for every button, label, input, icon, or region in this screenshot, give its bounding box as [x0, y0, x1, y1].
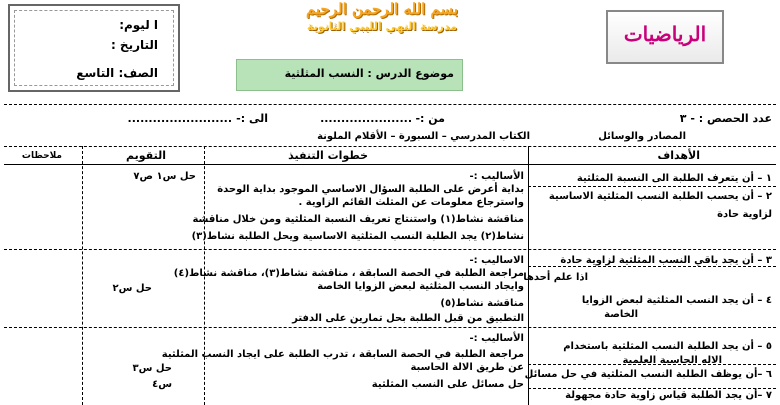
periods-label: عدد الحصص : - ٣ — [679, 112, 772, 125]
header-evaluation: التقويم — [126, 149, 166, 162]
to-dots: ......................... — [127, 112, 232, 125]
evaluation-text: حل س٢ — [112, 283, 152, 294]
goal-text: لزاوية حادة — [717, 209, 772, 220]
info-top-rule — [4, 104, 776, 105]
step-text: مناقشة نشاط(١) واستنتاج تعريف النسبة المثلثية ومن خلال مناقشة — [192, 214, 524, 225]
step-text: واسترجاع معلومات عن المثلث القائم الزاوية . — [298, 197, 524, 208]
evaluation-text: حل س٣ — [132, 363, 172, 374]
step-text: التطبيق من قبل الطلبة بحل تمارين على الدفتر — [292, 313, 524, 324]
school-name: مدرسة النهي الليبي الثانوية — [306, 20, 458, 33]
step-text: الأساليب :- — [469, 171, 524, 182]
goal-text: اذا علم أحدها — [523, 272, 588, 283]
step-text: الاساليب :- — [469, 255, 524, 266]
step-text: وايجاد النسب المثلثية لبعض الزوايا الخاصة — [317, 281, 524, 292]
goal-rule-1 — [528, 186, 776, 187]
school-logo — [282, 0, 482, 46]
header-top-rule — [4, 146, 776, 147]
resources-value: الكتاب المدرسي – السبورة – الأقلام الملونة — [317, 131, 530, 142]
header-steps: خطوات التنفيذ — [288, 149, 368, 162]
goal-text: الاله الحاسبة العلمية — [622, 355, 722, 366]
goal-text: ٢ – أن يحسب الطلبة النسب المثلثية الاساسية — [548, 191, 772, 202]
step-text: الأساليب :- — [469, 333, 524, 344]
date-class-box — [8, 4, 180, 92]
step-text: مراجعة الطلبة في الحصة السابقة ، مناقشة نشاط(٣)، مناقشة نشاط(٤) — [173, 268, 524, 279]
subject-title: الرياضيات — [623, 22, 707, 46]
date-label: التاريخ : — [110, 38, 158, 52]
row2-bottom-rule — [4, 327, 776, 328]
lesson-topic: موضوع الدرس : النسب المثلثية — [284, 67, 454, 80]
basmala-text: بسم الله الرحمن الرحيم — [305, 0, 459, 18]
goal-text: ٧ –أن يجد الطلبة قياس زاوية حادة مجهولة — [565, 390, 772, 401]
step-text: مراجعة الطلبة في الحصة السابقة ، تدرب الطلبة على ايجاد النسب المثلثية — [161, 349, 524, 360]
header-bottom-rule — [4, 164, 776, 165]
lesson-topic-box — [236, 59, 463, 91]
step-text: بداية أعرض على الطلبة السؤال الاساسي الموجود بداية الوحدة — [217, 184, 524, 195]
step-text: نشاط(٢) يجد الطلبة النسب المثلثية الاساسية ويحل الطلبة نشاط(٣) — [191, 231, 524, 242]
goal-text: ٤ – أن يجد النسب المثلثية لبعض الزوايا — [581, 295, 772, 306]
evaluation-text: س٤ — [152, 379, 172, 390]
goal-text: ٣ – أن يجد باقي النسب المثلثية لزاوية حادة — [560, 255, 772, 266]
header-goals: الأهداف — [657, 149, 700, 162]
row1-bottom-rule — [4, 249, 776, 250]
step-text: مناقشة نشاط(٥) — [440, 298, 524, 309]
day-label: ا ليوم: — [119, 18, 158, 32]
header-notes: ملاحظات — [21, 151, 62, 161]
step-text: حل مسائل على النسب المثلثية — [371, 379, 524, 390]
goal-text: ٦ –أن يوظف الطلبة النسب المثلثية في حل مسائل — [524, 369, 772, 380]
from-label: من :- — [415, 112, 445, 125]
resources-label: المصادر والوسائل — [598, 131, 686, 142]
goal-text: الخاصة — [604, 309, 638, 320]
goal-text: ١ – أن يتعرف الطلبة الى النسبة المثلثية — [576, 173, 772, 184]
subject-badge — [606, 10, 724, 64]
goal-text: ٥ – أن يجد الطلبة النسب المثلثية باستخدام — [563, 341, 772, 352]
step-text: عن طريق الالة الحاسبة — [410, 362, 524, 373]
from-dots: ...................... — [320, 112, 412, 125]
evaluation-text: حل س١ ص٧ — [133, 171, 196, 182]
to-label: الى :- — [236, 112, 268, 125]
class-label: الصف: التاسع — [76, 66, 158, 80]
col-line-eval — [82, 146, 83, 405]
